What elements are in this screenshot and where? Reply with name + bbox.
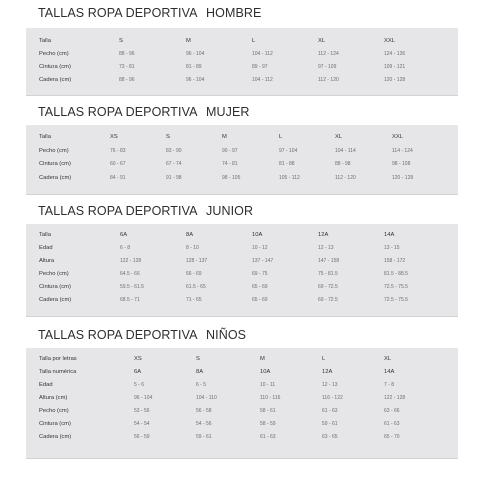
table-row: [26, 281, 458, 294]
table-cell: 13 - 15: [384, 245, 400, 251]
table-cell: 6 - 8: [120, 245, 131, 251]
size-header-cell: M: [186, 38, 191, 44]
size-header-cell: 6A: [120, 232, 128, 238]
table-row: [26, 405, 458, 418]
row-label: Cintura (cm): [39, 284, 71, 290]
row-label: Cadera (cm): [39, 77, 72, 83]
table-cell: 59 - 61: [322, 421, 338, 427]
section-category: HOMBRE: [206, 6, 262, 20]
table-cell: 7 - 8: [384, 382, 395, 388]
table-cell: 98 - 108: [392, 161, 411, 167]
size-header-cell: 6A: [134, 369, 142, 375]
row-label: Talla: [39, 232, 51, 238]
table-cell: 59 - 61: [196, 434, 212, 440]
section-junior: [26, 204, 458, 303]
size-header-cell: XS: [110, 134, 118, 140]
table-row: [26, 131, 458, 144]
table-cell: 72.5 - 75.5: [384, 297, 408, 303]
table-cell: 54 - 56: [196, 421, 212, 427]
table-row: [26, 255, 458, 268]
table-row: [26, 229, 458, 242]
table-cell: 72.5 - 75.5: [384, 284, 408, 290]
size-header-cell: XXL: [392, 134, 403, 140]
size-header-cell: XS: [134, 356, 142, 362]
section-hombre: [26, 6, 458, 83]
size-header-cell: XL: [318, 38, 326, 44]
table-cell: 71 - 65: [186, 297, 202, 303]
row-label: Cintura (cm): [39, 421, 71, 427]
table-cell: 97 - 109: [318, 64, 337, 70]
row-label: Cadera (cm): [39, 174, 72, 181]
table-cell: 58 - 61: [260, 408, 276, 414]
table-row: [26, 158, 458, 171]
row-label: Pecho (cm): [39, 51, 69, 57]
row-label: Talla: [39, 134, 51, 140]
table-cell: 128 - 137: [186, 258, 208, 264]
section-title: TALLAS ROPA DEPORTIVA: [38, 6, 198, 20]
table-cell: 98 - 105: [222, 174, 241, 181]
table-cell: 69 - 72.5: [318, 284, 338, 290]
table-row: [26, 35, 458, 48]
size-header-cell: L: [279, 134, 283, 140]
table-cell: 66 - 69: [186, 271, 202, 277]
row-label: Edad: [39, 382, 53, 388]
row-label: Talla numérica: [39, 369, 77, 375]
table-cell: 112 - 120: [318, 77, 339, 83]
table-cell: 88 - 96: [119, 51, 135, 57]
size-header-cell: S: [119, 38, 123, 44]
size-table-mujer: [26, 125, 458, 195]
table-cell: 81 - 89: [186, 64, 202, 70]
size-header-cell: M: [222, 134, 227, 140]
table-cell: 12 - 13: [318, 245, 334, 251]
table-cell: 147 - 158: [318, 258, 340, 264]
table-cell: 69 - 75: [252, 271, 268, 277]
table-cell: 110 - 116: [260, 395, 281, 401]
table-cell: 158 - 172: [384, 258, 406, 264]
size-header-cell: XL: [335, 134, 343, 140]
size-header-cell: XL: [384, 356, 392, 362]
table-cell: 84 - 91: [110, 174, 126, 181]
table-cell: 54 - 54: [134, 421, 150, 427]
table-cell: 124 - 136: [384, 51, 406, 57]
table-cell: 63 - 66: [384, 408, 400, 414]
size-header-cell: 14A: [384, 232, 395, 238]
table-cell: 104 - 112: [252, 77, 273, 83]
row-label: Altura: [39, 258, 55, 264]
table-cell: 65 - 69: [252, 284, 268, 290]
row-label: Cadera (cm): [39, 434, 72, 440]
section-title: TALLAS ROPA DEPORTIVA: [38, 105, 198, 119]
table-row: [26, 431, 458, 444]
table-cell: 114 - 124: [392, 147, 413, 154]
table-cell: 58 - 59: [260, 421, 276, 427]
table-cell: 112 - 124: [318, 51, 339, 57]
table-cell: 116 - 122: [322, 395, 343, 401]
table-cell: 104 - 110: [196, 395, 217, 401]
table-cell: 137 - 147: [252, 258, 274, 264]
size-header-cell: 10A: [252, 232, 263, 238]
table-cell: 61 - 63: [384, 421, 400, 427]
table-row: [26, 294, 458, 307]
row-label: Talla: [39, 38, 51, 44]
size-header-cell: L: [322, 356, 326, 362]
row-label: Altura (cm): [39, 395, 68, 401]
table-row: [26, 418, 458, 431]
table-cell: 120 - 128: [384, 77, 406, 83]
table-cell: 122 - 128: [384, 395, 406, 401]
row-label: Pecho (cm): [39, 147, 69, 154]
size-table-junior: [26, 224, 458, 317]
table-row: [26, 74, 458, 87]
section-heading: [26, 6, 458, 22]
table-cell: 56 - 59: [134, 434, 150, 440]
section-title: TALLAS ROPA DEPORTIVA: [38, 328, 198, 342]
table-cell: 104 - 112: [252, 51, 273, 57]
section-heading: [26, 328, 458, 344]
table-cell: 112 - 120: [335, 174, 356, 181]
size-header-cell: L: [252, 38, 256, 44]
table-cell: 8 - 10: [186, 245, 199, 251]
table-cell: 81 - 88: [279, 161, 295, 167]
table-cell: 10 - 12: [252, 245, 268, 251]
table-cell: 69 - 72.5: [318, 297, 338, 303]
row-label: Pecho (cm): [39, 271, 69, 277]
size-table-hombre: [26, 28, 458, 96]
table-cell: 12 - 13: [322, 382, 338, 388]
table-cell: 74 - 81: [222, 161, 238, 167]
table-row: [26, 366, 458, 379]
table-cell: 104 - 114: [335, 147, 356, 154]
row-label: Cadera (cm): [39, 297, 72, 303]
table-row: [26, 242, 458, 255]
table-cell: 59.5 - 61.5: [120, 284, 144, 290]
table-row: [26, 48, 458, 61]
table-cell: 5 - 6: [134, 382, 145, 388]
size-header-cell: S: [166, 134, 170, 140]
table-cell: 105 - 112: [279, 174, 300, 181]
table-cell: 120 - 128: [392, 174, 414, 181]
table-cell: 61 - 63: [260, 434, 276, 440]
table-cell: 53 - 56: [134, 408, 150, 414]
table-cell: 81.5 - 88.5: [384, 271, 408, 277]
row-label: Talla por letras: [39, 356, 77, 362]
table-cell: 61.5 - 65: [186, 284, 206, 290]
table-cell: 96 - 104: [186, 77, 205, 83]
row-label: Cintura (cm): [39, 64, 71, 70]
section-ninos: [26, 328, 458, 440]
size-header-cell: 12A: [318, 232, 329, 238]
table-cell: 65 - 69: [252, 297, 268, 303]
size-header-cell: 14A: [384, 369, 395, 375]
table-cell: 10 - 11: [260, 382, 276, 388]
row-label: Edad: [39, 245, 53, 251]
table-cell: 91 - 98: [166, 174, 182, 181]
table-cell: 75 - 81.5: [318, 271, 338, 277]
size-table-ninos: [26, 348, 458, 459]
table-row: [26, 145, 458, 158]
size-header-cell: XXL: [384, 38, 395, 44]
table-cell: 90 - 97: [222, 147, 238, 154]
size-header-cell: 12A: [322, 369, 333, 375]
table-cell: 88 - 96: [119, 77, 135, 83]
section-heading: [26, 204, 458, 220]
table-cell: 96 - 104: [186, 51, 205, 57]
table-cell: 6 - 5: [196, 382, 207, 388]
size-header-cell: 8A: [186, 232, 194, 238]
table-cell: 56 - 58: [196, 408, 212, 414]
section-heading: [26, 105, 458, 121]
table-cell: 64.5 - 66: [120, 271, 140, 277]
table-row: [26, 392, 458, 405]
size-header-cell: M: [260, 356, 265, 362]
section-category: MUJER: [206, 105, 250, 119]
table-row: [26, 353, 458, 366]
size-header-cell: S: [196, 356, 200, 362]
table-cell: 88 - 98: [335, 161, 351, 167]
size-header-cell: 8A: [196, 369, 204, 375]
table-cell: 96 - 104: [134, 395, 153, 401]
section-title: TALLAS ROPA DEPORTIVA: [38, 204, 198, 218]
table-cell: 61 - 63: [322, 408, 338, 414]
table-cell: 63 - 65: [322, 434, 338, 440]
section-category: JUNIOR: [206, 204, 254, 218]
table-cell: 122 - 128: [120, 258, 142, 264]
table-row: [26, 172, 458, 185]
table-cell: 89 - 97: [252, 64, 268, 70]
table-row: [26, 268, 458, 281]
row-label: Pecho (cm): [39, 408, 69, 414]
table-cell: 67 - 74: [166, 161, 182, 167]
row-label: Cintura (cm): [39, 161, 71, 167]
section-category: NIÑOS: [206, 328, 247, 342]
table-cell: 68.5 - 71: [120, 297, 140, 303]
table-cell: 60 - 67: [110, 161, 126, 167]
table-cell: 76 - 83: [110, 147, 126, 154]
table-row: [26, 61, 458, 74]
table-cell: 73 - 81: [119, 64, 135, 70]
table-cell: 97 - 104: [279, 147, 298, 154]
size-header-cell: 10A: [260, 369, 271, 375]
table-cell: 83 - 90: [166, 147, 182, 154]
table-row: [26, 379, 458, 392]
section-mujer: [26, 105, 458, 181]
table-cell: 109 - 121: [384, 64, 406, 70]
table-cell: 65 - 70: [384, 434, 400, 440]
